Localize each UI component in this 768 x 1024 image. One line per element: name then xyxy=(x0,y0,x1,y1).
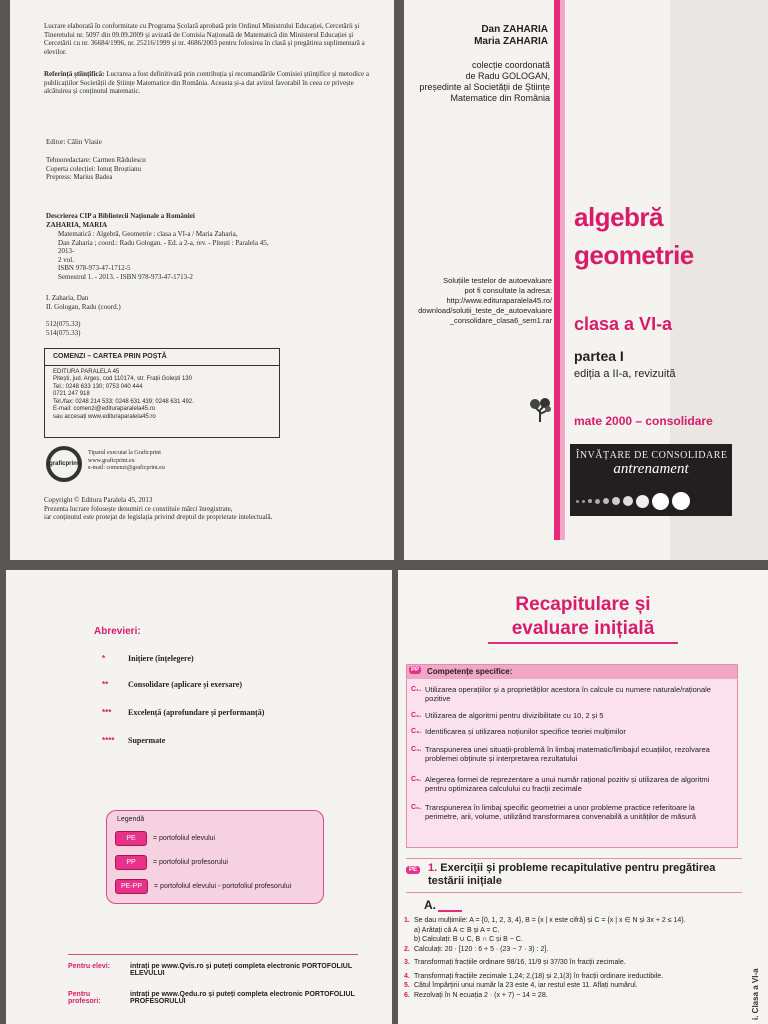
class-label: clasa a VI-a xyxy=(574,314,673,334)
tree-logo-icon xyxy=(526,396,554,424)
title-geometry: geometrie xyxy=(574,240,694,270)
exercise-text: Rezolvați în N ecuația 2 · (x + 7) − 14 = 28. xyxy=(414,991,548,999)
legend-label: = portofoliul profesorului xyxy=(153,859,228,866)
competence-item xyxy=(411,803,725,821)
legend-box xyxy=(106,810,324,904)
legend-title: Legendă xyxy=(117,816,145,823)
section-divider-bottom xyxy=(406,892,742,893)
cip-extra: I. Zaharia, Dan II. Gologan, Radu (coord.) xyxy=(46,294,121,311)
level-mark: ** xyxy=(102,680,109,689)
legend-row xyxy=(115,879,291,894)
exercise-text: Se dau mulțimile: A = {0, 1, 2, 3, 4}, B = {x | x este cifră} și C = {x | x ∈ N și 3x + 2 ≤ 14}. xyxy=(414,917,686,924)
cip-codes: 512(075.33) 514(075.33) xyxy=(46,320,81,337)
legend-tag: PE-PP xyxy=(115,879,148,894)
printer-logo-icon xyxy=(46,446,82,482)
legend-tag: PE xyxy=(115,831,147,846)
exercise-number: 5. xyxy=(404,982,410,989)
level-label: Inițiere (înțelegere) xyxy=(128,654,194,663)
level-label: Consolidare (aplicare și exersare) xyxy=(128,680,242,689)
competence-code: C₂. xyxy=(411,712,422,719)
exercise-number: 1. xyxy=(404,917,410,924)
level-row xyxy=(102,708,264,718)
legend-label: = portofoliul elevului - portofoliul profesorului xyxy=(154,883,292,890)
part-label: partea I xyxy=(574,348,624,364)
order-title: COMENZI – CARTEA PRIN POȘTĂ xyxy=(53,353,167,360)
competence-text: Alegerea formei de reprezentare a unui număr rațional pozitiv și utilizarea de algoritmi pentru optimizarea calculului cu fracții zecimale xyxy=(425,775,710,793)
side-label xyxy=(744,870,768,1024)
level-row xyxy=(102,680,242,690)
exercise-text: Calculați: 20 · [120 : 6 + 5 · (23 − 7 · 3) : 2]. xyxy=(414,945,549,953)
students-row xyxy=(68,963,358,977)
credits: Tehnoredactare: Carmen Rădulescu Coperta colecției: Ionuț Broștianu Prepress: Marius Badea xyxy=(46,156,146,181)
exercise-number: 4. xyxy=(404,972,410,980)
level-row xyxy=(102,654,194,664)
imprint-page xyxy=(10,0,394,560)
collection: colecție coordonată de Radu GOLOGAN, președinte al Societății de Științe Matematice din România xyxy=(419,60,550,103)
exercise-item xyxy=(404,991,744,1001)
exercise-number: 2. xyxy=(404,945,410,953)
exercise-text: Transformați fracțiile zecimale 1,24; 2,(18) și 2,1(3) în fracții ordinare ireductibile. xyxy=(414,972,664,980)
level-row xyxy=(102,736,165,746)
cip-title: Descrierea CIP a Bibliotecii Naționale a României xyxy=(46,212,195,220)
competence-text: Identificarea și utilizarea noțiunilor specifice teoriei mulțimilor xyxy=(425,727,626,736)
section-number: 1. xyxy=(428,862,438,874)
competences-header xyxy=(407,665,737,679)
badge-dots xyxy=(576,492,690,510)
exercise-item xyxy=(404,981,744,991)
printer-info: Tiparul executat la Graficprint www.graficprint.eu e-mail: comenzi@graficprint.eu xyxy=(88,450,165,471)
abbreviations-page xyxy=(6,570,392,1024)
competence-code: C₅. xyxy=(411,776,422,783)
authors: Dan ZAHARIA Maria ZAHARIA xyxy=(474,24,548,47)
competence-text: Utilizarea de algoritmi pentru divizibilitate cu 10, 2 și 5 xyxy=(425,711,604,720)
legend-label: = portofoliul elevului xyxy=(153,835,216,842)
title-page xyxy=(404,0,768,560)
competence-code: C₁. xyxy=(411,686,421,693)
level-mark: *** xyxy=(102,708,112,717)
competence-item xyxy=(411,775,725,793)
scientific-reference xyxy=(44,70,372,96)
students-label: Pentru elevi: xyxy=(68,963,111,970)
title-algebra: algebră xyxy=(574,202,663,232)
reference-label: Referință științifică: xyxy=(44,70,105,78)
exercise-number: 3. xyxy=(404,959,410,966)
students-text: intrați pe www.Qvis.ro și puteți completa electronic PORTOFOLIUL ELEVULUI xyxy=(130,963,352,977)
exercise-list xyxy=(404,916,744,1000)
recap-page xyxy=(398,570,768,1024)
competences-title: Competențe specifice: xyxy=(427,667,513,676)
competence-code: C₆. xyxy=(411,804,422,811)
exercise-item xyxy=(404,916,744,926)
solutions-note: Soluțiile testelor de autoevaluare pot fi consultate la adresa: http://www.edituraparalela45.ro/ download/solutii_teste_de_autoevaluare _consolidare_clasa6_sem1.rar xyxy=(418,276,552,325)
section-title-text: Exerciții și probleme recapitulative pentru pregătirea testării inițiale xyxy=(428,862,716,887)
heading-line-1: Recapitulare și xyxy=(515,594,651,615)
competence-code: C₃. xyxy=(411,728,422,735)
exercise-item xyxy=(404,972,744,982)
level-mark: **** xyxy=(102,736,115,745)
competence-text: Transpunerea unei situații-problemă în limbaj matematic/limbajul ecuațiilor, rezolvarea problemei obținute și interpretarea rezultatului xyxy=(425,745,710,763)
competence-item xyxy=(411,727,725,736)
competence-item xyxy=(411,711,725,720)
editor: Editor: Călin Vlasie xyxy=(46,138,102,146)
competences-box xyxy=(406,664,738,848)
level-label: Excelență (aprofundare și performanță) xyxy=(128,708,265,717)
pink-shadow-bar xyxy=(560,0,565,540)
competence-code: C₄. xyxy=(411,746,422,753)
competence-text: Utilizarea operațiilor și a proprietăților acestora în calcule cu numere naturale/raționale pozitive xyxy=(425,685,711,703)
legend-tag: PP xyxy=(115,855,147,870)
series-label: mate 2000 – consolidare xyxy=(574,414,713,428)
edition-label: ediția a II-a, revizuită xyxy=(574,368,676,380)
section-divider xyxy=(406,858,742,859)
side-label-text: i. Clasa a VI-a xyxy=(751,968,760,1020)
portfolio-info xyxy=(68,954,358,1019)
badge-script: antrenament xyxy=(613,461,689,477)
exercise-text: a) Arătați că A ⊂ B și A = C. xyxy=(414,926,500,934)
teachers-text: intrați pe www.Qedu.ro și puteți completa electronic PORTOFOLIUL PROFESORULUI xyxy=(130,991,355,1005)
exercise-text: b) Calculați: B ∪ C, B ∩ C și B − C. xyxy=(414,936,523,943)
cip-body: Matematică : Algebră, Geometrie : clasa a VI-a / Maria Zaharia, Dan Zaharia ; coord.: Radu Gologan. - Ed. a 2-a, rev. - Pitești : Paralela 45, 2013- 2 vol. ISBN 978-973-47-1712-5 Semestrul 1. - 2013. - ISBN 978-973-47-1713-2 xyxy=(58,230,269,281)
sub-a-underline xyxy=(438,910,462,912)
pe-tag: PE xyxy=(406,866,420,874)
exercise-item xyxy=(404,945,744,955)
approval-text: Lucrare elaborată în conformitate cu Programa Școlară aprobată prin Ordinul Ministrului Educației, Cercetării și Tineretului nr. 5097 din 09.09.2009 și avizată de Comisia Națională de Matematică din Ministerul Educației și Cercetării cu nr. 36684/1996, nr. 25216/1999 și nr. 4686/2003 pentru folosirea în clasă și pregătirea suplimentară a elevilor. xyxy=(44,22,365,56)
exercise-item xyxy=(404,958,744,968)
heading-line-2: evaluare inițială xyxy=(511,618,655,639)
exercise-text: Transformați fracțiile ordinare 98/16, 11/9 și 37/30 în fracții zecimale. xyxy=(414,959,626,966)
cip-author: ZAHARIA, MARIA xyxy=(46,221,108,229)
level-label: Supermate xyxy=(128,736,166,745)
exercise-item xyxy=(404,926,744,936)
level-mark: * xyxy=(102,654,106,663)
heading-underline xyxy=(488,642,678,644)
teachers-row xyxy=(68,991,358,1005)
legend-row xyxy=(115,855,228,870)
competence-text: Transpunerea în limbaj specific geometriei a unor probleme practice referitoare la perimetre, arii, volume, utilizând transformarea convenabilă a unităților de măsură xyxy=(425,803,696,821)
section-title xyxy=(428,862,728,888)
competence-item xyxy=(411,745,725,763)
sub-a: A. xyxy=(424,898,436,912)
reference-text: Lucrarea a fost definitivată prin contribuția și recomandările Comisiei științifice și metodice a publicațiilor Societății de Științe Matematice din România. Aceasta și-a dat avizul favorabil în ceea ce privește alcătuirea și conținutul matematic. xyxy=(44,70,370,95)
exercise-text: Câtul împărțirii unui număr la 23 este 4, iar restul este 11. Aflați numărul. xyxy=(414,982,638,989)
abbr-title: Abrevieri: xyxy=(94,626,141,637)
pp-tag: PP xyxy=(411,667,420,673)
order-box xyxy=(44,348,280,438)
badge-title: ÎNVĂȚARE DE CONSOLIDARE xyxy=(576,450,728,461)
exercise-number: 6. xyxy=(404,991,410,999)
series-badge xyxy=(570,444,732,516)
competence-item xyxy=(411,685,725,703)
copyright: Copyright © Editura Paralela 45, 2013 Prezenta lucrare folosește denumiri ce constituie mărci înregistrate, iar conținutul este protejat de legislația privind dreptul de proprietate intelectuală. xyxy=(44,496,273,521)
exercise-item xyxy=(404,935,744,945)
order-body: EDITURA PARALELA 45 Pitești, jud. Argeș, cod 110174, str. Frații Golești 130 Tel.: 0248 633 130; 0753 040 444 0721 247 918 Tel./fax: 0248 214 533; 0248 631 439; 0248 631 492. E-mail: comenzi@edituraparalela45.ro sau accesați www.edituraparalela45.ro xyxy=(53,368,194,420)
printer-logo-text: graficprint xyxy=(49,461,79,467)
legend-row xyxy=(115,831,215,846)
teachers-label: Pentru profesori: xyxy=(68,991,101,1005)
